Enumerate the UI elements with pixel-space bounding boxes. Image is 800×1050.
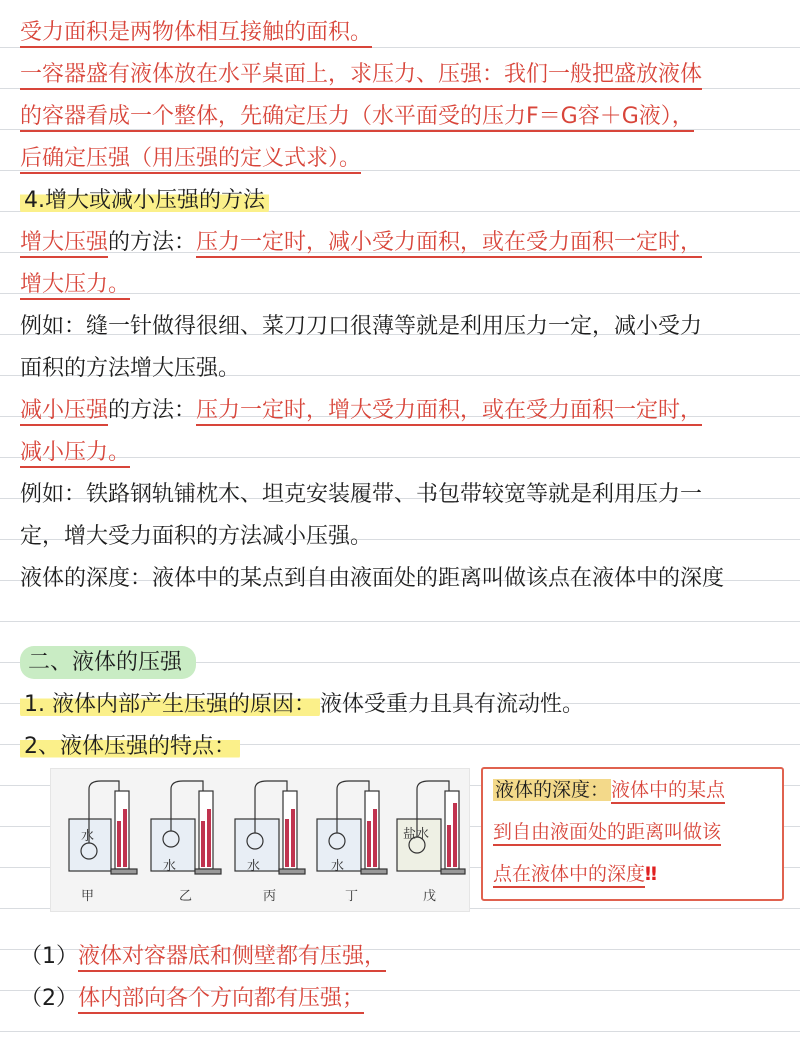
callout-line-1: 液体的深度： 液体中的某点 [493, 777, 725, 803]
note-line-1: 受力面积是两物体相互接触的面积。 [20, 18, 784, 48]
heading-4: 4.增大或减小压强的方法 [20, 186, 784, 216]
note-line-p1: （1）液体对容器底和侧壁都有压强， [20, 942, 784, 972]
decrease-pressure-label: 减小压强 [20, 398, 108, 426]
setup-3 [235, 781, 305, 874]
note-line-10: 减小压强的方法：压力一定时，增大受力面积，或在受力面积一定时， [20, 396, 784, 426]
note-line-p2: （2）体内部向各个方向都有压强； [20, 984, 784, 1014]
liquid-label-2: 水 [163, 859, 177, 874]
note-line-14: 液体的深度：液体中的某点到自由液面处的距离叫做该点在液体中的深度 [20, 566, 725, 591]
depth-callout-box [481, 767, 784, 901]
note-line-8: 例如：缝一针做得很细、菜刀刀口很薄等就是利用压力一定，减小受力 [20, 314, 703, 339]
increase-pressure-label: 增大压强 [20, 230, 108, 258]
setup-2 [151, 781, 221, 874]
note-line-7: 增大压力。 [20, 270, 784, 300]
setup-label-2: 乙 [179, 889, 193, 904]
setup-4 [317, 781, 387, 874]
note-line-9: 面积的方法增大压强。 [20, 356, 241, 381]
setup-label-4: 丁 [345, 889, 359, 904]
note-line-6: 增大压强的方法：压力一定时，减小受力面积，或在受力面积一定时， [20, 228, 784, 258]
section-heading-2: 二、液体的压强 [20, 648, 784, 678]
liquid-label-1: 水 [81, 829, 95, 844]
note-line-s2-1: 1. 液体内部产生压强的原因： 液体受重力且具有流动性。 [20, 690, 784, 720]
setup-1 [69, 781, 137, 874]
note-line-12: 例如：铁路钢轨铺枕木、坦克安装履带、书包带较宽等就是利用压力一 [20, 482, 703, 507]
callout-line-3: 点在液体中的深度‼ [493, 861, 657, 887]
setup-label-5: 戊 [423, 889, 437, 904]
note-line-3: 的容器看成一个整体，先确定压力（水平面受的压力F＝G容＋G液）， [20, 102, 784, 132]
callout-line-2: 到自由液面处的距离叫做该 [493, 819, 721, 845]
note-line-s2-2: 2、液体压强的特点： [20, 732, 784, 762]
setup-label-1: 甲 [81, 889, 95, 904]
liquid-label-5: 盐水 [403, 827, 430, 842]
note-line-2: 一容器盛有液体放在水平桌面上，求压力、压强：我们一般把盛放液体 [20, 60, 784, 90]
pressure-experiment-figure [50, 768, 470, 912]
exclamation-icon: ‼ [645, 863, 657, 885]
liquid-label-4: 水 [331, 859, 345, 874]
note-line-13: 定，增大受力面积的方法减小压强。 [20, 524, 373, 549]
setup-label-3: 丙 [263, 889, 277, 904]
note-line-11: 减小压力。 [20, 438, 784, 468]
note-line-4: 后确定压强（用压强的定义式求）。 [20, 144, 784, 174]
liquid-label-3: 水 [247, 859, 261, 874]
